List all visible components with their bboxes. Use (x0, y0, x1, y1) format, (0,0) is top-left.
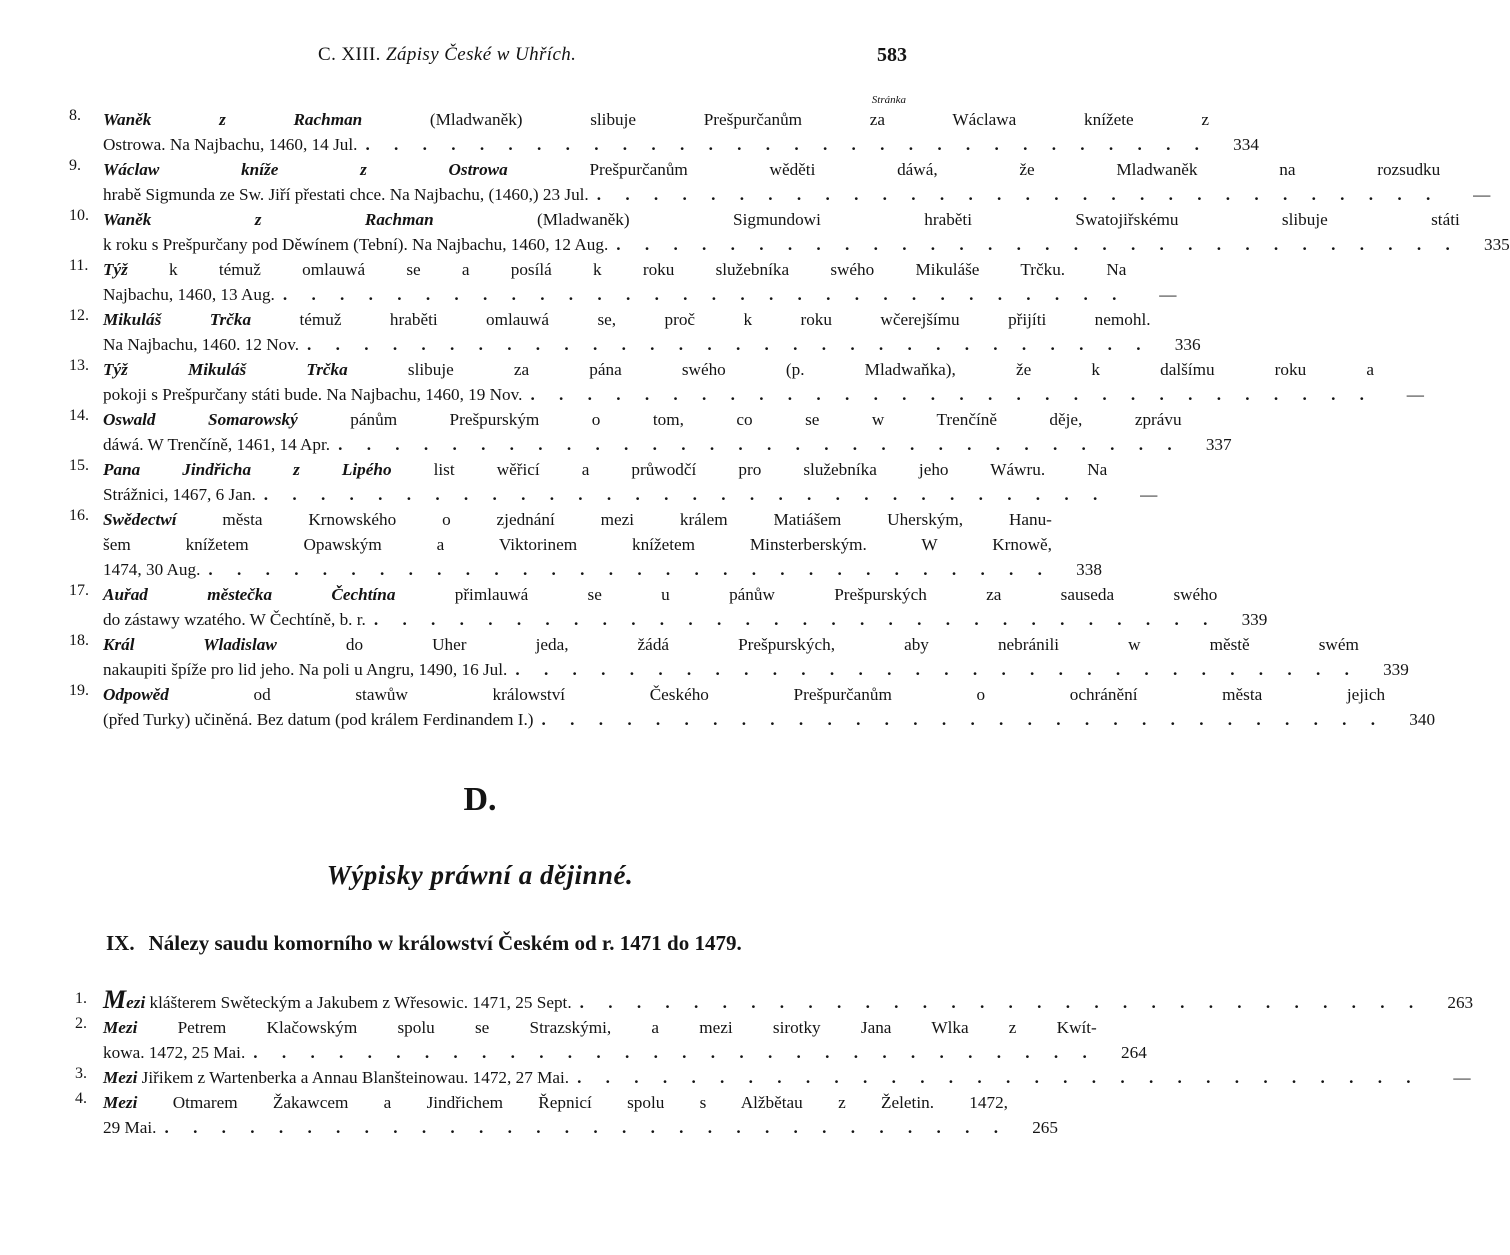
entry-body (103, 985, 1474, 1015)
entry-line (103, 557, 1102, 582)
section-1-entries (50, 107, 1510, 732)
entry-plain-text: (Mladwaněk) Sigmundowi hraběti Swatojiřskému slibuje státi (433, 210, 1460, 229)
entry-plain-text: Jiřikem z Wartenberka a Annau Blanšteinowau. 1472, 27 Mai. (137, 1068, 570, 1087)
entry-page-ref: 338 (1076, 560, 1102, 579)
entry-italic-name: Mezi (103, 1093, 138, 1112)
entry-number-cell (50, 357, 103, 407)
entry-line (103, 507, 1102, 532)
leader-dots: . . . . . . . . . . . . . . . . . . . . . . . . . . . . . . (338, 435, 1182, 454)
entry-plain-text: (před Turky) učiněná. Bez datum (pod králem Ferdinandem I.) (103, 710, 534, 729)
entry-line (103, 282, 1176, 307)
entry-text (103, 607, 366, 632)
entry-text (103, 682, 1385, 707)
entry-plain-text: šem knížetem Opawským a Viktorinem knížetem Minsterberským. W Krnowě, (103, 535, 1052, 554)
entry-line (103, 407, 1232, 432)
running-header (0, 44, 960, 70)
entry-page-ref: — (1140, 485, 1158, 504)
entry-plain-text: klášterem Swěteckým a Jakubem z Wřesowic. 1471, 25 Sept. (145, 993, 572, 1012)
entry-number-cell (50, 157, 103, 207)
entry-plain-text: od stawůw králowství Českého Prešpurčanům o ochránění města jejich (168, 685, 1386, 704)
running-title (318, 44, 576, 66)
entry-page-ref: 339 (1241, 610, 1268, 629)
initial-letter: M (103, 985, 127, 1014)
entry-plain-text: města Krnowského o zjednání mezi králem Matiášem Uherským, Hanu- (176, 510, 1052, 529)
entry-number-cell (50, 582, 103, 632)
entry-text (103, 257, 1126, 282)
entry-italic-name: Mikuláš Trčka (103, 310, 252, 329)
entry-line (103, 1090, 1058, 1115)
entry-page-ref: — (1453, 1068, 1471, 1087)
entry-plain-text: Na Najbachu, 1460. 12 Nov. (103, 335, 300, 354)
entry-text (103, 1065, 569, 1090)
entry-page-ref: — (1159, 285, 1177, 304)
entry-text (103, 382, 522, 407)
leader-dots: . . . . . . . . . . . . . . . . . . . . . . . . . . . . . . (541, 710, 1386, 729)
entry-body (103, 1065, 1471, 1090)
entry-body (103, 632, 1409, 682)
leader-dots: . . . . . . . . . . . . . . . . . . . . . . . . . . . . . . (263, 485, 1108, 504)
entry-number: 2. (75, 1015, 87, 1032)
entry-text (103, 107, 1209, 132)
entry-number-cell (50, 307, 103, 357)
entry-page-ref: 265 (1032, 1118, 1058, 1137)
entry-plain-text: Najbachu, 1460, 13 Aug. (103, 285, 275, 304)
list-item (50, 1015, 1147, 1065)
section-2-entries (50, 985, 1474, 1140)
entry-text (103, 707, 534, 732)
entry-page-ref: 336 (1174, 335, 1201, 354)
entry-plain-text: nakaupiti špíže pro lid jeho. Na poli u Angru, 1490, 16 Jul. (103, 660, 508, 679)
leader-dots: . . . . . . . . . . . . . . . . . . . . . . . . . . . . . . (365, 135, 1209, 154)
entry-body (103, 107, 1259, 157)
entry-page-ref: 339 (1383, 660, 1409, 679)
entry-number: 3. (75, 1065, 87, 1082)
entry-text (103, 282, 275, 307)
entry-text (103, 332, 299, 357)
list-item (50, 457, 1158, 507)
entry-page-ref: — (1406, 385, 1424, 404)
entry-text (103, 1040, 245, 1065)
entry-line (103, 632, 1409, 657)
entry-text (103, 582, 1217, 607)
entry-line (103, 582, 1267, 607)
entry-italic-name: Mezi (103, 1018, 138, 1037)
entry-plain-text: hrabě Sigmunda ze Sw. Jiří přestati chce. Na Najbachu, (1460,) 23 Jul. (103, 185, 589, 204)
entry-text (103, 132, 357, 157)
entry-text (103, 307, 1151, 332)
list-item (50, 582, 1268, 632)
entry-plain-text: Strážnici, 1467, 6 Jan. (103, 485, 256, 504)
entry-italic-name: Waněk z Rachman (103, 210, 434, 229)
entry-italic-name: Týž Mikuláš Trčka (103, 360, 348, 379)
entry-body (103, 1015, 1147, 1065)
entry-plain-text: k roku s Prešpurčany pod Děwínem (Tební). Na Najbachu, 1460, 12 Aug. (103, 235, 609, 254)
entry-text (103, 432, 330, 457)
entry-body (103, 457, 1157, 507)
entry-line (103, 607, 1267, 632)
entry-number-cell (50, 1090, 103, 1140)
subsection-heading (106, 931, 742, 956)
subsection-roman: IX. (106, 931, 135, 955)
entry-body (103, 682, 1435, 732)
leader-dots: . . . . . . . . . . . . . . . . . . . . . . . . . . . . . . (616, 235, 1460, 254)
entry-text (103, 232, 608, 257)
leader-dots: . . . . . . . . . . . . . . . . . . . . . . . . . . . . . . (577, 1068, 1421, 1087)
entry-plain-text: pánům Prešpurským o tom, co se w Trenčíně děje, zprávu (297, 410, 1182, 429)
entry-number-cell (50, 1065, 103, 1090)
entry-number: 13. (69, 357, 89, 374)
entry-plain-text: 29 Mai. (103, 1118, 157, 1137)
entry-line (103, 1040, 1147, 1065)
leader-dots: . . . . . . . . . . . . . . . . . . . . . . . . . . . . . . (373, 610, 1218, 629)
section-title: Wýpisky práwní a dějinné. (326, 860, 634, 890)
entry-line (103, 457, 1157, 482)
entry-italic-name: Král Wladislaw (103, 635, 277, 654)
leader-dots: . . . . . . . . . . . . . . . . . . . . . . . . . . . . . . (596, 185, 1441, 204)
entry-plain-text: pokoji s Prešpurčany státi bude. Na Najbachu, 1460, 19 Nov. (103, 385, 523, 404)
leader-dots: . . . . . . . . . . . . . . . . . . . . . . . . . . . . . . (307, 335, 1151, 354)
entry-line (103, 332, 1201, 357)
entry-text (103, 482, 256, 507)
list-item (50, 1090, 1058, 1140)
entry-plain-text: slibuje za pána swého (p. Mladwaňka), že k dalšímu roku a (347, 360, 1374, 379)
entry-italic-name: Oswald Somarowský (103, 410, 298, 429)
entry-body (103, 582, 1267, 632)
entry-number: 15. (69, 457, 89, 474)
entry-number: 1. (75, 990, 87, 1007)
list-item (50, 682, 1436, 732)
entry-line (103, 382, 1424, 407)
entry-number: 12. (69, 307, 89, 324)
entry-number: 11. (69, 257, 89, 274)
entry-line (103, 682, 1435, 707)
entry-italic-name: Waněk z Rachman (103, 110, 363, 129)
entry-text (103, 1090, 1008, 1115)
list-item (50, 357, 1424, 407)
entry-plain-text: Ostrowa. Na Najbachu, 1460, 14 Jul. (103, 135, 358, 154)
entry-line (103, 357, 1424, 382)
entry-line (103, 107, 1259, 132)
entry-page-ref: 335 (1483, 235, 1510, 254)
entry-number: 18. (69, 632, 89, 649)
entry-text (103, 557, 200, 582)
entry-italic-name: Wáclaw kníže z Ostrowa (103, 160, 508, 179)
entry-plain-text: 1474, 30 Aug. (103, 560, 201, 579)
entry-number-cell (50, 457, 103, 507)
entry-number: 4. (75, 1090, 87, 1107)
entry-line (103, 1015, 1147, 1040)
entry-italic-name: Mezi (103, 1068, 138, 1087)
entry-number-cell (50, 207, 103, 257)
entry-line (103, 182, 1490, 207)
entry-text (103, 507, 1052, 532)
entry-italic-name: Týž (103, 260, 128, 279)
entry-text (103, 157, 1440, 182)
entry-line (103, 132, 1259, 157)
entry-plain-text: Otmarem Žakawcem a Jindřichem Řepnicí spolu s Alžbětau z Želetin. 1472, (137, 1093, 1008, 1112)
entry-line (103, 1115, 1058, 1140)
entry-number: 17. (69, 582, 89, 599)
page-number: 583 (877, 44, 907, 66)
entry-number-cell (50, 407, 103, 457)
entry-text (103, 1115, 156, 1140)
entry-number: 8. (69, 107, 81, 124)
running-title-italic: Zápisy České w Uhřích. (385, 44, 577, 65)
entry-number-cell (50, 257, 103, 307)
entry-text (103, 182, 589, 207)
entry-line (103, 257, 1176, 282)
entry-page-ref: 263 (1447, 993, 1474, 1012)
leader-dots: . . . . . . . . . . . . . . . . . . . . . . . . . . . . . . (282, 285, 1127, 304)
list-item (50, 1065, 1471, 1090)
entry-line (103, 207, 1510, 232)
entry-body (103, 1090, 1058, 1140)
entry-line (103, 307, 1201, 332)
entry-number-cell (50, 107, 103, 157)
leader-dots: . . . . . . . . . . . . . . . . . . . . . . . . . . . . . . (208, 560, 1052, 579)
entry-italic-name: Auřad městečka Čechtína (103, 585, 396, 604)
entry-line (103, 707, 1435, 732)
entry-plain-text: témuž hraběti omlauwá se, proč k roku wčerejšímu přijíti nemohl. (251, 310, 1151, 329)
entry-plain-text: kowa. 1472, 25 Mai. (103, 1043, 246, 1062)
entry-text (103, 407, 1182, 432)
leader-dots: . . . . . . . . . . . . . . . . . . . . . . . . . . . . . . (530, 385, 1374, 404)
leader-dots: . . . . . . . . . . . . . . . . . . . . . . . . . . . . . . (515, 660, 1359, 679)
list-item (50, 207, 1510, 257)
entry-number-cell (50, 990, 103, 1015)
entry-plain-text: Petrem Klačowským spolu se Strazskými, a mezi sirotky Jana Wlka z Kwít- (137, 1018, 1097, 1037)
list-item (50, 307, 1201, 357)
entry-body (103, 507, 1102, 582)
entry-number: 10. (69, 207, 89, 224)
entry-body (103, 407, 1232, 457)
list-item (50, 985, 1474, 1015)
entry-page-ref: 334 (1233, 135, 1259, 154)
entry-text (103, 532, 1052, 557)
entry-line (103, 232, 1510, 257)
subsection-title: Nálezy saudu komorního w králowství Českém od r. 1471 do 1479. (148, 931, 742, 955)
entry-line (103, 157, 1490, 182)
entry-number-cell (50, 507, 103, 582)
entry-line (103, 657, 1409, 682)
entry-number-cell (50, 682, 103, 732)
entry-body (103, 207, 1510, 257)
entry-line (103, 432, 1232, 457)
entry-text (103, 457, 1107, 482)
entry-italic-name: Swědectwí (103, 510, 177, 529)
list-item (50, 157, 1491, 207)
entry-plain-text: do zástawy wzatého. W Čechtíně, b. r. (103, 610, 366, 629)
entry-line (103, 532, 1102, 557)
entry-body (103, 357, 1424, 407)
entry-number: 19. (69, 682, 89, 699)
entry-body (103, 307, 1201, 357)
entry-number-cell (50, 1015, 103, 1065)
entry-number: 14. (69, 407, 89, 424)
entry-number: 16. (69, 507, 89, 524)
running-title-prefix: C. XIII. (318, 44, 381, 65)
section-letter: D. (463, 781, 497, 818)
entry-line (103, 482, 1157, 507)
leader-dots: . . . . . . . . . . . . . . . . . . . . . . . . . . . . . . (164, 1118, 1008, 1137)
entry-plain-text: k témuž omlauwá se a posílá k roku služebníka swého Mikuláše Trčku. Na (127, 260, 1127, 279)
entry-italic-name: ezi (126, 993, 146, 1012)
entry-italic-name: Odpowěd (103, 685, 169, 704)
entry-plain-text: (Mladwaněk) slibuje Prešpurčanům za Wáclawa knížete z (362, 110, 1209, 129)
entry-number: 9. (69, 157, 81, 174)
entry-plain-text: do Uher jeda, žádá Prešpurských, aby nebránili w městě swém (276, 635, 1359, 654)
entry-text (103, 985, 572, 1015)
entry-page-ref: 340 (1409, 710, 1436, 729)
list-item (50, 507, 1102, 582)
entry-plain-text: Prešpurčanům wěděti dáwá, že Mladwaněk na rozsudku (507, 160, 1441, 179)
entry-plain-text: dáwá. W Trenčíně, 1461, 14 Apr. (103, 435, 331, 454)
list-item (50, 632, 1409, 682)
entry-text (103, 207, 1460, 232)
entry-line (103, 1065, 1471, 1090)
entry-line (103, 985, 1474, 1015)
entry-number-cell (50, 632, 103, 682)
leader-dots: . . . . . . . . . . . . . . . . . . . . . . . . . . . . . . (579, 993, 1424, 1012)
entry-page-ref: 337 (1205, 435, 1232, 454)
list-item (50, 407, 1232, 457)
entry-text (103, 632, 1359, 657)
entry-text (103, 357, 1374, 382)
entry-page-ref: — (1473, 185, 1491, 204)
list-item (50, 107, 1259, 157)
leader-dots: . . . . . . . . . . . . . . . . . . . . . . . . . . . . . . (253, 1043, 1097, 1062)
list-item (50, 257, 1177, 307)
entry-italic-name: Pana Jindřicha z Lipého (103, 460, 392, 479)
entry-plain-text: přimlauwá se u pánůw Prešpurských za sauseda swého (395, 585, 1218, 604)
page-column-label: Stránka (871, 94, 906, 106)
entry-body (103, 257, 1176, 307)
entry-text (103, 657, 507, 682)
entry-plain-text: list wěřicí a průwodčí pro služebníka jeho Wáwru. Na (391, 460, 1108, 479)
entry-text (103, 1015, 1097, 1040)
entry-body (103, 157, 1490, 207)
entry-page-ref: 264 (1121, 1043, 1147, 1062)
